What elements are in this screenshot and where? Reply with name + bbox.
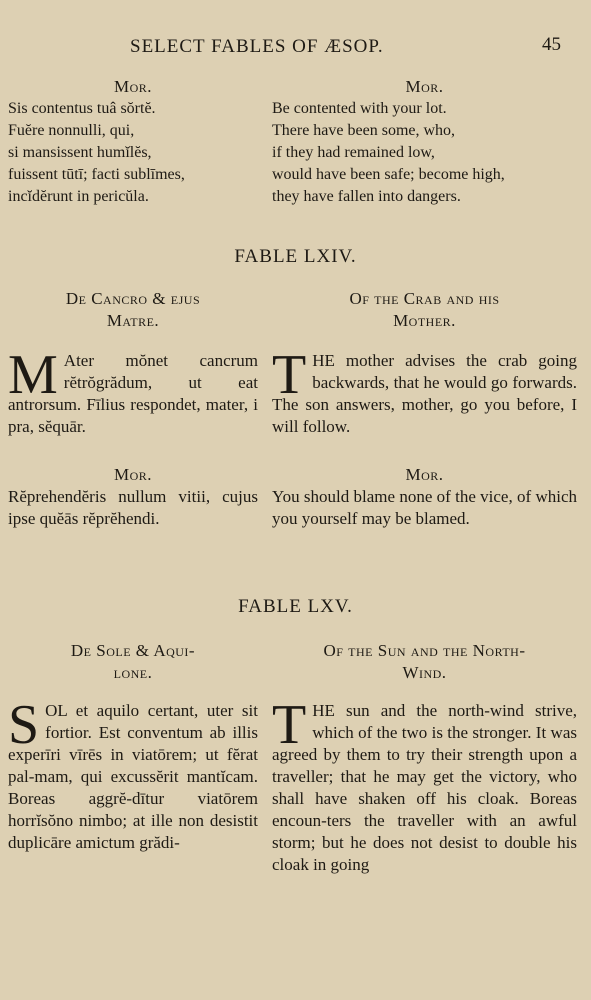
english-heading-line: Wind. (402, 663, 447, 682)
running-title: SELECT FABLES OF ÆSOP. (130, 36, 384, 57)
latin-mor-label: Mor. (113, 77, 153, 96)
latin-heading-line: De Sole & Aqui- (70, 641, 196, 660)
fable-64-english (272, 288, 577, 530)
latin-body (8, 344, 258, 438)
fable-65-english (272, 640, 577, 876)
latin-fable-text: OL et aquilo certant, uter sit fortior. Est conventum ab illis experīri vīrēs in viatōrem; ut fĕrat pal-mam, qui excussĕrit mantĭcam. Boreas aggrĕ-dītur viatōrem horrĭsŏno nimbo; at ille non desistit duplicāre amictum grădi- (8, 701, 258, 852)
english-moral-line: would have been safe; become high, (272, 166, 505, 183)
english-moral-line: Be contented with your lot. (272, 100, 447, 117)
english-heading-line: Mother. (393, 311, 456, 330)
english-heading-line: Of the Crab and his (349, 289, 500, 308)
english-mor-label: Mor. (405, 465, 444, 484)
english-moral-text: You should blame none of the vice, of which you yourself may be blamed. (272, 487, 577, 528)
fable-64-latin (8, 288, 258, 530)
latin-moral-line: si mansissent humĭlĕs, (8, 144, 152, 161)
latin-moral-line: Sis contentus tuâ sŏrtĕ. (8, 100, 156, 117)
drop-cap: T (272, 694, 307, 756)
page-header (0, 36, 591, 66)
latin-moral (8, 464, 258, 530)
english-heading (272, 640, 577, 684)
latin-heading (8, 288, 258, 332)
latin-moral-line: fuissent tūtī; facti sublīmes, (8, 166, 185, 183)
fable-64-title: FABLE LXIV. (234, 246, 357, 267)
english-moral-top (272, 76, 577, 208)
english-body (272, 694, 577, 876)
page-number: 45 (542, 34, 561, 55)
english-moral-line: There have been some, who, (272, 122, 456, 139)
latin-moral-line: incĭdĕrunt in pericŭla. (8, 188, 149, 205)
latin-mor-label: Mor. (113, 465, 153, 484)
english-moral-line: if they had remained low, (272, 144, 435, 161)
latin-heading-line: lone. (113, 663, 153, 682)
latin-body (8, 694, 258, 854)
english-moral (272, 464, 577, 530)
latin-moral-text (8, 98, 258, 208)
english-moral-text (272, 98, 577, 208)
english-body (272, 344, 577, 438)
drop-cap: M (8, 344, 58, 406)
english-heading (272, 288, 577, 332)
latin-moral-text: Rĕprehendĕris nullum vitii, cujus ipse quĕās rĕprĕhendi. (8, 487, 258, 528)
english-mor-label: Mor. (405, 77, 444, 96)
latin-heading-line: De Cancro & ejus (65, 289, 201, 308)
latin-heading (8, 640, 258, 684)
latin-heading-line: Matre. (106, 311, 160, 330)
fable-65-latin (8, 640, 258, 854)
latin-moral-top (8, 76, 258, 208)
english-fable-text: HE sun and the north-wind strive, which of the two is the stronger. It was agreed by them to try their strength upon a traveller; that he may get the victory, who shall have shaken off his cloak. Boreas encoun-ters the traveller with an awful storm; but he does not desist to double his cloak in going (272, 701, 577, 874)
english-heading-line: Of the Sun and the North- (323, 641, 526, 660)
drop-cap: T (272, 344, 307, 406)
latin-moral-line: Fuĕre nonnulli, qui, (8, 122, 135, 139)
english-fable-text: HE mother advises the crab going backwards, that he would go forwards. The son answers, mother, go you before, I will follow. (272, 351, 577, 436)
drop-cap: S (8, 694, 40, 756)
english-moral-line: they have fallen into dangers. (272, 188, 461, 205)
latin-fable-text: Ater mŏnet cancrum rĕtrŏgrădum, ut eat antrorsum. Fīlius respondet, mater, i pra, sĕquār. (8, 351, 258, 436)
fable-65-title: FABLE LXV. (238, 596, 353, 617)
